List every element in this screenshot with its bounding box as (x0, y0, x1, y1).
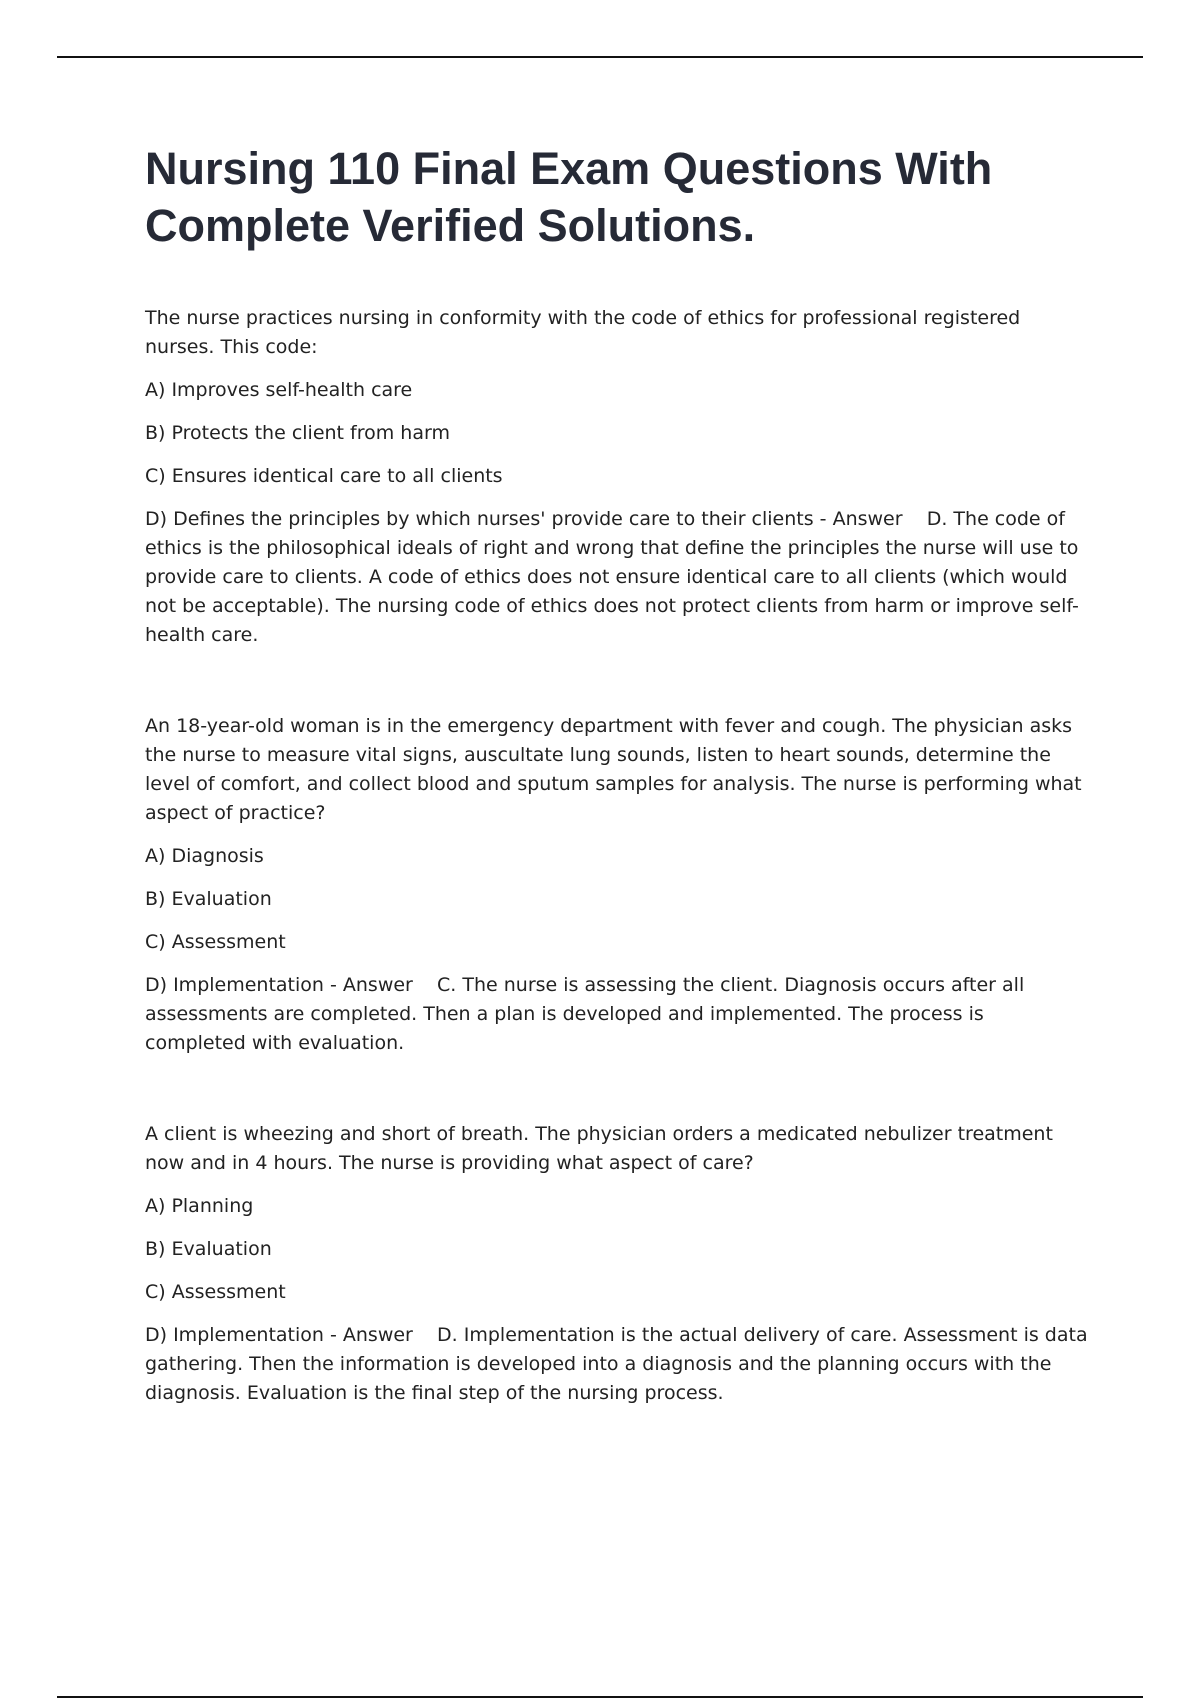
bottom-divider (57, 1696, 1143, 1698)
question-block-1 (145, 304, 1090, 650)
top-divider (57, 56, 1143, 58)
option-b: B) Protects the client from harm (145, 422, 450, 444)
answer-explanation: D. The code of ethics is the philosophical ideals of right and wrong that define the principles the nurse will use to provide care to clients. A code of ethics does not ensure identical care to all clients (which would not be acceptable). The nursing code of ethics does not protect clients from harm or improve self-health care. (145, 508, 1079, 646)
option-b: B) Evaluation (145, 888, 272, 910)
option-d: D) Implementation (145, 974, 324, 996)
option-a: A) Planning (145, 1195, 254, 1217)
option-a: A) Improves self-health care (145, 379, 413, 401)
option-d-with-answer (145, 505, 1090, 650)
question-text: A client is wheezing and short of breath. The physician orders a medicated nebulizer treatment now and in 4 hours. The nurse is providing what aspect of care? (145, 1123, 1053, 1174)
option-b: B) Evaluation (145, 1238, 272, 1260)
answer-explanation: D. Implementation is the actual delivery of care. Assessment is data gathering. Then the information is developed into a diagnosis and the planning occurs with the diagnosis. Evaluation is the final step of the nursing process. (145, 1324, 1088, 1404)
question-block-2 (145, 712, 1090, 1058)
answer-label: - Answer (323, 974, 438, 996)
answer-explanation: C. The nurse is assessing the client. Diagnosis occurs after all assessments are completed. Then a plan is developed and implemented. The process is completed with evaluation. (145, 974, 1025, 1054)
option-d-with-answer (145, 971, 1090, 1058)
option-d-with-answer (145, 1321, 1090, 1408)
answer-label: - Answer (813, 508, 927, 530)
answer-label: - Answer (323, 1324, 438, 1346)
option-c: C) Ensures identical care to all clients (145, 465, 503, 487)
question-block-3 (145, 1120, 1090, 1408)
option-a: A) Diagnosis (145, 845, 264, 867)
option-d: D) Implementation (145, 1324, 324, 1346)
question-text: An 18-year-old woman is in the emergency department with fever and cough. The physician asks the nurse to measure vital signs, auscultate lung sounds, listen to heart sounds, determine the level of comfort, and collect blood and sputum samples for analysis. The nurse is performing what aspect of practice? (145, 715, 1082, 824)
option-d: D) Defines the principles by which nurses' provide care to their clients (145, 508, 814, 530)
document-title: Nursing 110 Final Exam Questions With Complete Verified Solutions. (145, 143, 993, 251)
question-text: The nurse practices nursing in conformity with the code of ethics for professional registered nurses. This code: (145, 307, 1021, 358)
document-body (145, 140, 1090, 1408)
option-c: C) Assessment (145, 1281, 286, 1303)
option-c: C) Assessment (145, 931, 286, 953)
